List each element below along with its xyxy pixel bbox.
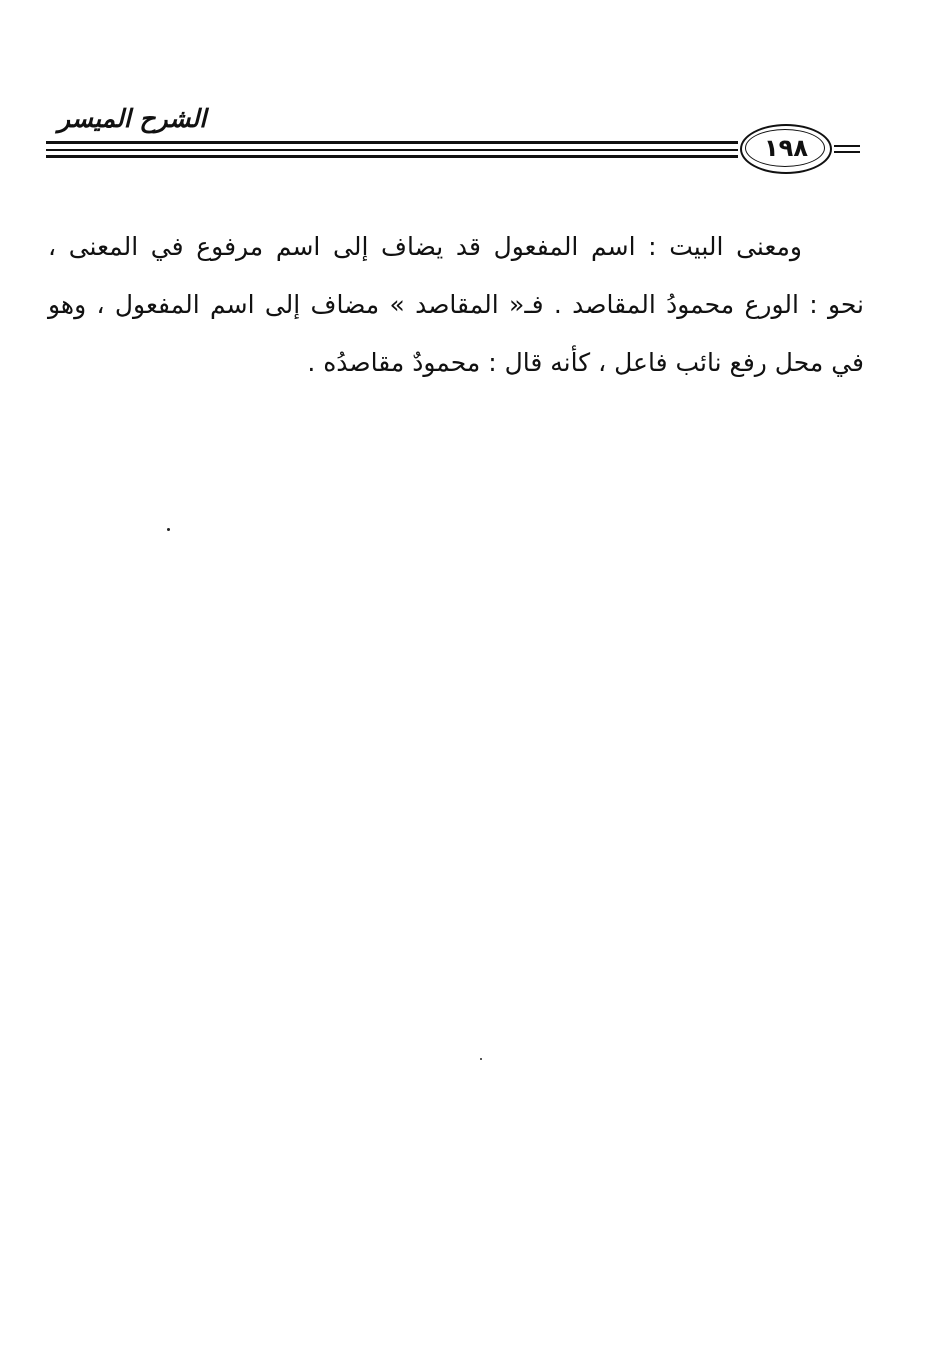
body-line-3: في محل رفع نائب فاعل ، كأنه قال : محمودٌ مقاصدُه . (307, 348, 864, 377)
page-number: ١٩٨ (764, 134, 808, 162)
body-line-1: ومعنى البيت : اسم المفعول قد يضاف إلى اسم مرفوع في المعنى ، (48, 232, 802, 261)
page-number-badge (740, 124, 832, 174)
scan-speck (167, 528, 170, 531)
header-rule (46, 141, 738, 144)
body-paragraph (48, 218, 864, 392)
scan-speck (480, 1058, 482, 1060)
header-rule-right (834, 151, 860, 153)
header-rule (46, 149, 738, 151)
running-title: الشرح الميسر (58, 104, 207, 133)
body-line-2: نحو : الورع محمودُ المقاصد . فـ« المقاصد » مضاف إلى اسم المفعول ، وهو (48, 290, 864, 319)
header-rule (46, 155, 738, 158)
header-rule-right (834, 145, 860, 147)
